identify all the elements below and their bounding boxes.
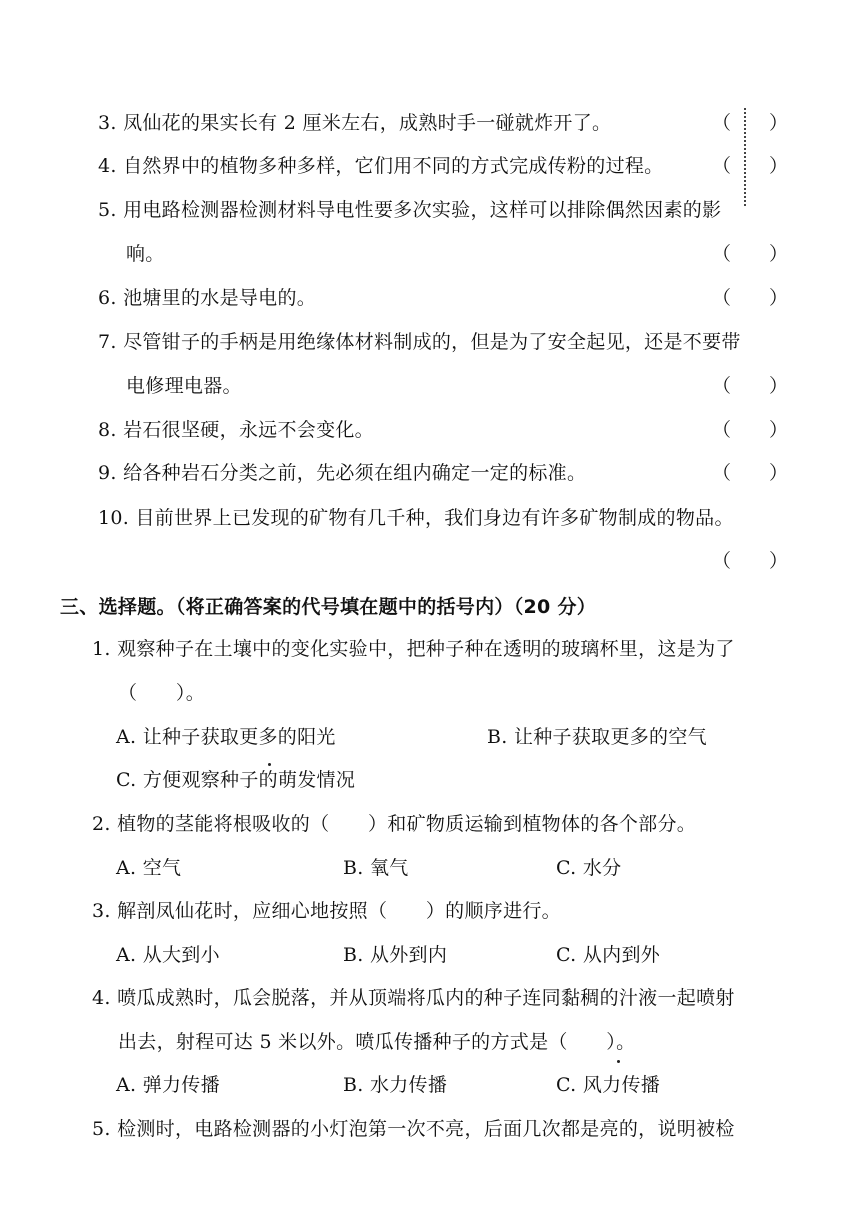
print-speck: [268, 763, 271, 766]
choice-question-3: 3. 解剖凤仙花时，应细心地按照（ ）的顺序进行。: [92, 900, 561, 922]
choice-question-2: 2. 植物的茎能将根吸收的（ ）和矿物质运输到植物体的各个部分。: [92, 813, 697, 835]
choice-1-option-a[interactable]: A. 让种子获取更多的阳光: [116, 726, 336, 748]
answer-blank-5[interactable]: （ ）: [712, 243, 789, 265]
choice-4-option-a[interactable]: A. 弹力传播: [116, 1074, 220, 1096]
judge-question-3: 3. 凤仙花的果实长有 2 厘米左右，成熟时手一碰就炸开了。: [98, 112, 612, 134]
judge-question-5: 5. 用电路检测器检测材料导电性要多次实验，这样可以排除偶然因素的影: [98, 199, 722, 221]
choice-4-option-c[interactable]: C. 风力传播: [556, 1074, 661, 1096]
answer-blank-7[interactable]: （ ）: [712, 375, 789, 397]
judge-question-6: 6. 池塘里的水是导电的。: [98, 287, 317, 309]
choice-2-option-c[interactable]: C. 水分: [556, 857, 622, 879]
judge-question-10: 10. 目前世界上已发现的矿物有几千种，我们身边有许多矿物制成的物品。: [98, 507, 734, 529]
choice-question-1-cont[interactable]: （ ）。: [118, 682, 206, 704]
choice-1-option-b[interactable]: B. 让种子获取更多的空气: [487, 726, 707, 748]
answer-blank-8[interactable]: （ ）: [712, 419, 789, 441]
choice-3-option-a[interactable]: A. 从大到小: [116, 944, 220, 966]
answer-blank-10[interactable]: （ ）: [712, 550, 789, 572]
judge-question-7-cont: 电修理电器。: [126, 375, 242, 397]
answer-blank-9[interactable]: （ ）: [712, 462, 789, 484]
choice-2-option-a[interactable]: A. 空气: [116, 857, 182, 879]
print-speck: [617, 1060, 620, 1063]
choice-question-5: 5. 检测时，电路检测器的小灯泡第一次不亮，后面几次都是亮的，说明被检: [92, 1118, 735, 1140]
judge-question-9: 9. 给各种岩石分类之前，先必须在组内确定一定的标准。: [98, 462, 587, 484]
judge-question-5-cont: 响。: [126, 243, 165, 265]
section-title-choice: 三、选择题。（将正确答案的代号填在题中的括号内）（20 分）: [60, 596, 597, 618]
answer-blank-3[interactable]: （ ）: [712, 112, 789, 134]
choice-1-option-c[interactable]: C. 方便观察种子的萌发情况: [116, 769, 356, 791]
answer-blank-6[interactable]: （ ）: [712, 287, 789, 309]
choice-3-option-c[interactable]: C. 从内到外: [556, 944, 661, 966]
judge-question-4: 4. 自然界中的植物多种多样，它们用不同的方式完成传粉的过程。: [98, 155, 664, 177]
choice-2-option-b[interactable]: B. 氧气: [343, 857, 409, 879]
choice-question-1: 1. 观察种子在土壤中的变化实验中，把种子种在透明的玻璃杯里，这是为了: [92, 638, 735, 660]
judge-question-8: 8. 岩石很坚硬，永远不会变化。: [98, 419, 374, 441]
judge-question-7: 7. 尽管钳子的手柄是用绝缘体材料制成的，但是为了安全起见，还是不要带: [98, 331, 741, 353]
choice-question-4: 4. 喷瓜成熟时，瓜会脱落，并从顶端将瓜内的种子连同黏稠的汁液一起喷射: [92, 987, 735, 1009]
choice-3-option-b[interactable]: B. 从外到内: [343, 944, 448, 966]
choice-4-option-b[interactable]: B. 水力传播: [343, 1074, 448, 1096]
answer-blank-4[interactable]: （ ）: [712, 155, 789, 177]
choice-question-4-cont: 出去，射程可达 5 米以外。喷瓜传播种子的方式是（ ）。: [118, 1031, 636, 1053]
